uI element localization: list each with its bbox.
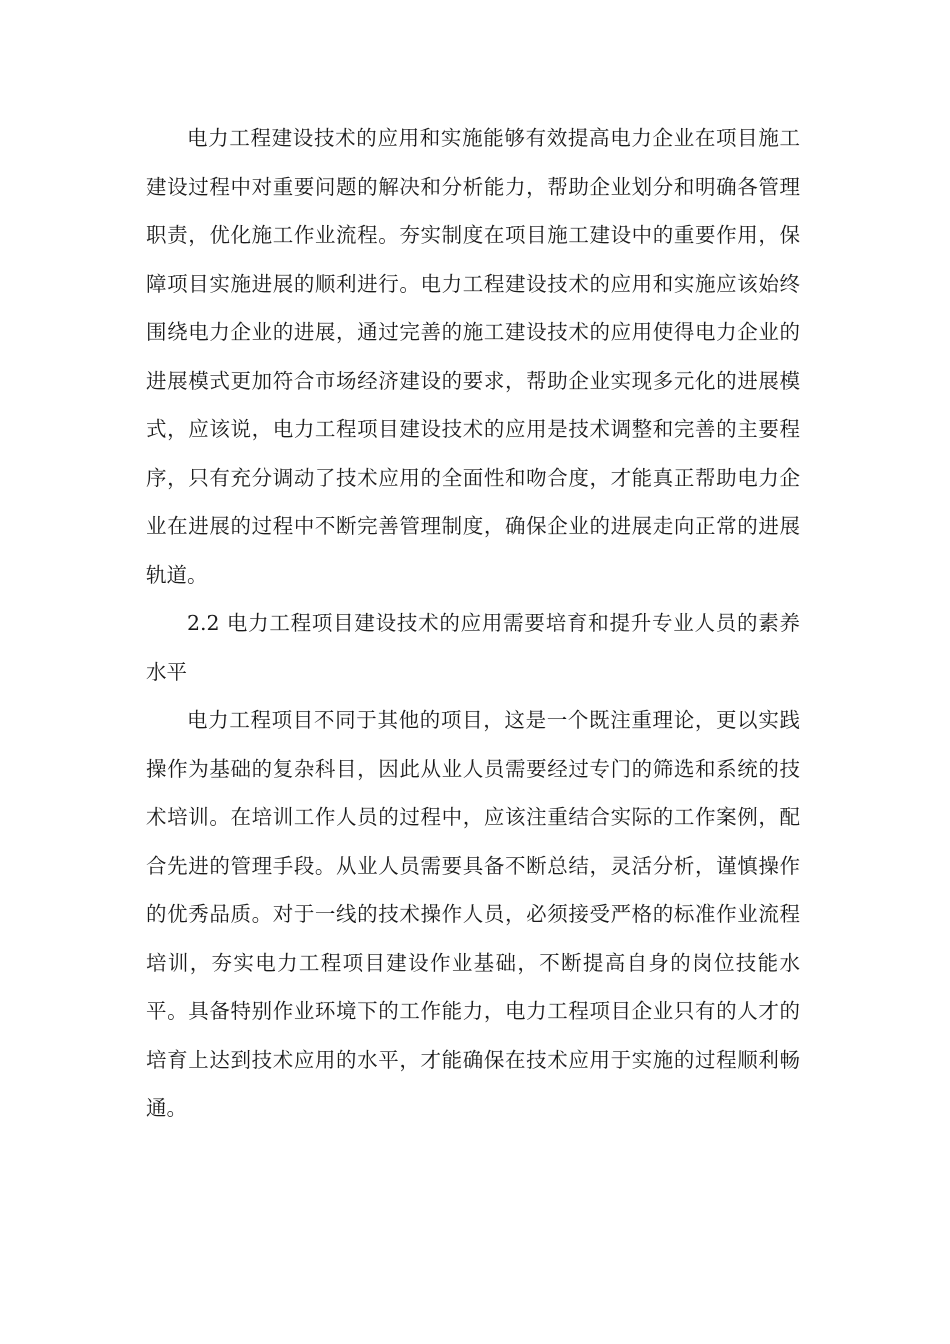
- body-paragraph: 电力工程建设技术的应用和实施能够有效提高电力企业在项目施工建设过程中对重要问题的解决和分析能力，帮助企业划分和明确各管理职责，优化施工作业流程。夯实制度在项目施工建设中的重要作用，保障项目实施进展的顺利进行。电力工程建设技术的应用和实施应该始终围绕电力企业的进展，通过完善的施工建设技术的应用使得电力企业的进展模式更加符合市场经济建设的要求，帮助企业实现多元化的进展模式，应该说，电力工程项目建设技术的应用是技术调整和完善的主要程序，只有充分调动了技术应用的全面性和吻合度，才能真正帮助电力企业在进展的过程中不断完善管理制度，确保企业的进展走向正常的进展轨道。: [146, 126, 800, 587]
- section-heading: 2.2 电力工程项目建设技术的应用需要培育和提升专业人员的素养水平: [146, 611, 800, 684]
- body-paragraph: 电力工程项目不同于其他的项目，这是一个既注重理论，更以实践操作为基础的复杂科目，因此从业人员需要经过专门的筛选和系统的技术培训。在培训工作人员的过程中，应该注重结合实际的工作案例，配合先进的管理手段。从业人员需要具备不断总结，灵活分析，谨慎操作的优秀品质。对于一线的技术操作人员，必须接受严格的标准作业流程培训，夯实电力工程项目建设作业基础，不断提高自身的岗位技能水平。具备特别作业环境下的工作能力，电力工程项目企业只有的人才的培育上达到技术应用的水平，才能确保在技术应用于实施的过程顺利畅通。: [146, 708, 800, 1120]
- document-page: [146, 114, 800, 1133]
